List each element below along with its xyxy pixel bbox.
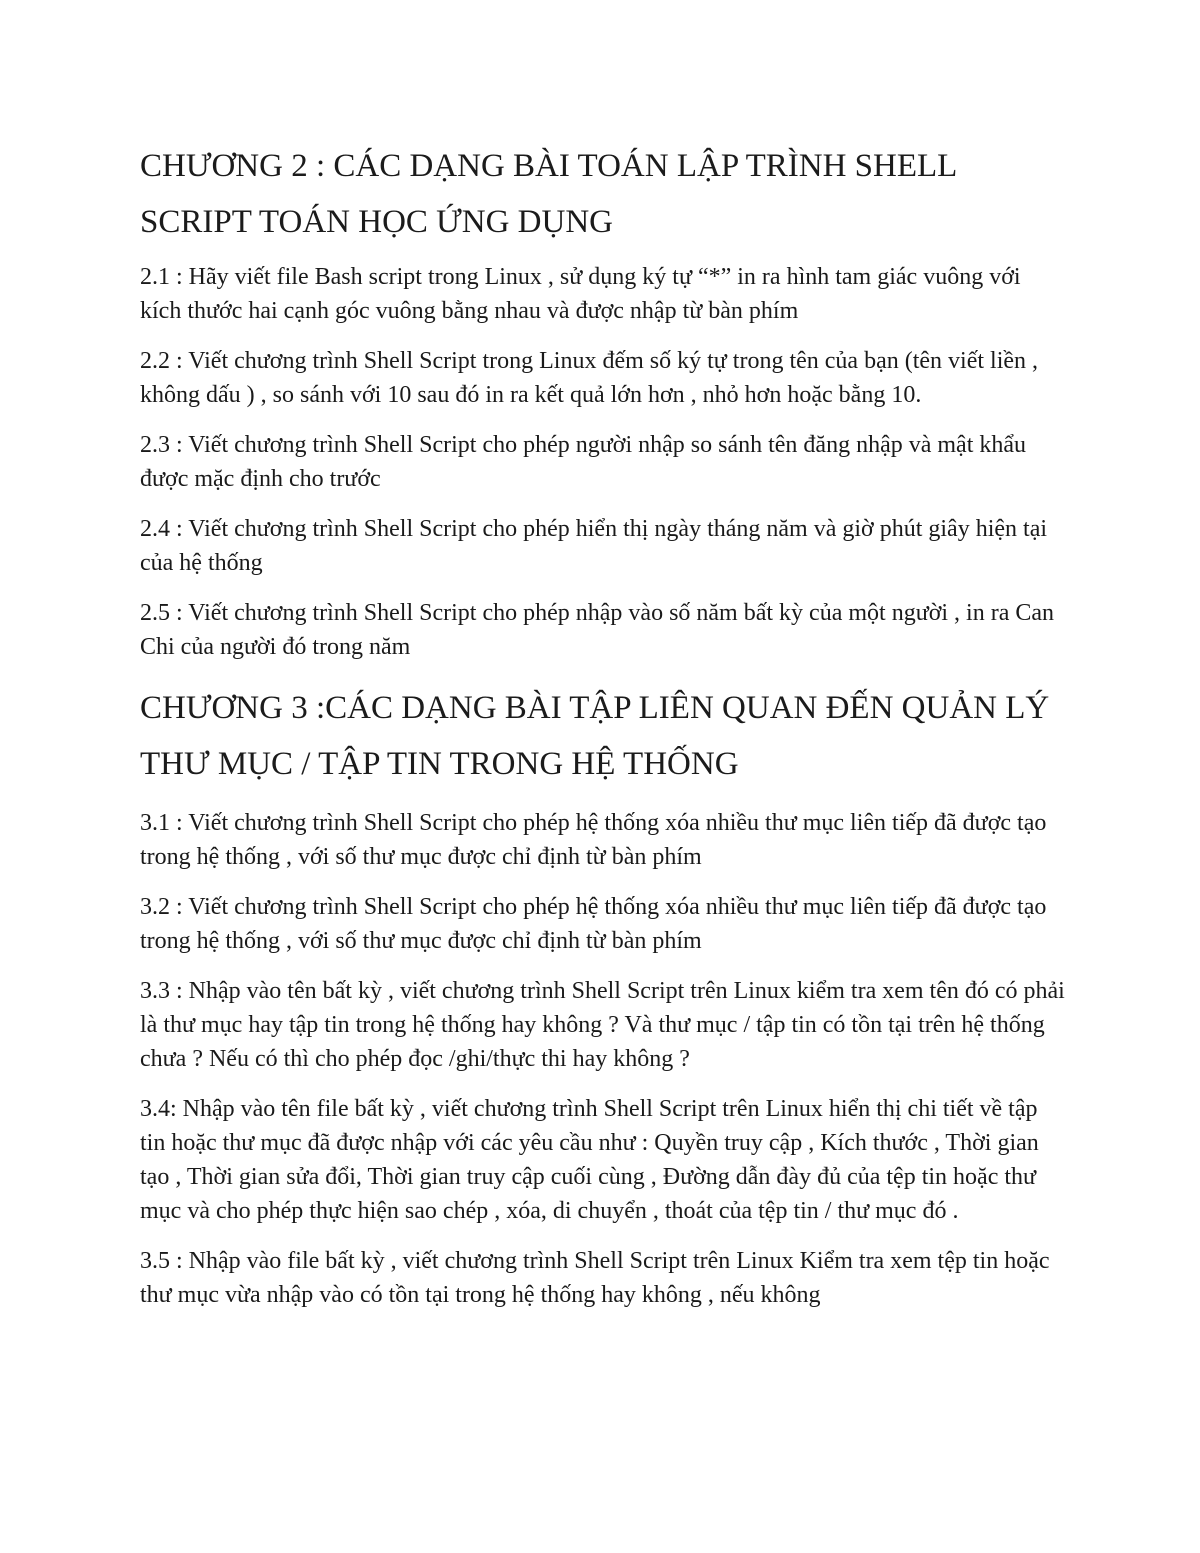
- chapter-3-exercise-list: [140, 806, 1065, 1312]
- exercise-2-3: 2.3 : Viết chương trình Shell Script cho phép người nhập so sánh tên đăng nhập và mật khẩu được mặc định cho trước: [140, 432, 1027, 492]
- exercise-3-2: 3.2 : Viết chương trình Shell Script cho phép hệ thống xóa nhiều thư mục liên tiếp đã được tạo trong hệ thống , với số thư mục được chỉ định từ bàn phím: [140, 894, 1047, 954]
- exercise-3-4: 3.4: Nhập vào tên file bất kỳ , viết chương trình Shell Script trên Linux hiển thị chi tiết về tập tin hoặc thư mục đã được nhập với các yêu cầu như : Quyền truy cập , Kích thước , Thời gian tạo , Thời gian sửa đổi, Thời gian truy cập cuối cùng , Đường dẫn đày đủ của tệp tin hoặc thư mục và cho phép thực hiện sao chép , xóa, di chuyển , thoát của tệp tin / thư mục đó .: [140, 1096, 1039, 1224]
- exercise-2-4: 2.4 : Viết chương trình Shell Script cho phép hiển thị ngày tháng năm và giờ phút giây hiện tại của hệ thống: [140, 516, 1048, 576]
- document-page: [140, 138, 1065, 1328]
- exercise-2-1: 2.1 : Hãy viết file Bash script trong Linux , sử dụng ký tự “*” in ra hình tam giác vuông với kích thước hai cạnh góc vuông bằng nhau và được nhập từ bàn phím: [140, 264, 1021, 324]
- chapter-2-exercise-list: [140, 260, 1065, 664]
- exercise-2-2: 2.2 : Viết chương trình Shell Script trong Linux đếm số ký tự trong tên của bạn (tên viết liền , không dấu ) , so sánh với 10 sau đó in ra kết quả lớn hơn , nhỏ hơn hoặc bằng 10.: [140, 348, 1039, 408]
- chapter-2-heading: CHƯƠNG 2 : CÁC DẠNG BÀI TOÁN LẬP TRÌNH SHELL SCRIPT TOÁN HỌC ỨNG DỤNG: [140, 148, 957, 240]
- chapter-3-heading: CHƯƠNG 3 :CÁC DẠNG BÀI TẬP LIÊN QUAN ĐẾN QUẢN LÝ THƯ MỤC / TẬP TIN TRONG HỆ THỐNG: [140, 690, 1050, 782]
- exercise-3-1: 3.1 : Viết chương trình Shell Script cho phép hệ thống xóa nhiều thư mục liên tiếp đã được tạo trong hệ thống , với số thư mục được chỉ định từ bàn phím: [140, 810, 1047, 870]
- exercise-3-5: 3.5 : Nhập vào file bất kỳ , viết chương trình Shell Script trên Linux Kiểm tra xem tệp tin hoặc thư mục vừa nhập vào có tồn tại trong hệ thống hay không , nếu không: [140, 1248, 1050, 1308]
- exercise-3-3: 3.3 : Nhập vào tên bất kỳ , viết chương trình Shell Script trên Linux kiểm tra xem tên đó có phải là thư mục hay tập tin trong hệ thống hay không ? Và thư mục / tập tin có tồn tại trên hệ thống chưa ? Nếu có thì cho phép đọc /ghi/thực thi hay không ?: [140, 978, 1065, 1072]
- exercise-2-5: 2.5 : Viết chương trình Shell Script cho phép nhập vào số năm bất kỳ của một người , in ra Can Chi của người đó trong năm: [140, 600, 1055, 660]
